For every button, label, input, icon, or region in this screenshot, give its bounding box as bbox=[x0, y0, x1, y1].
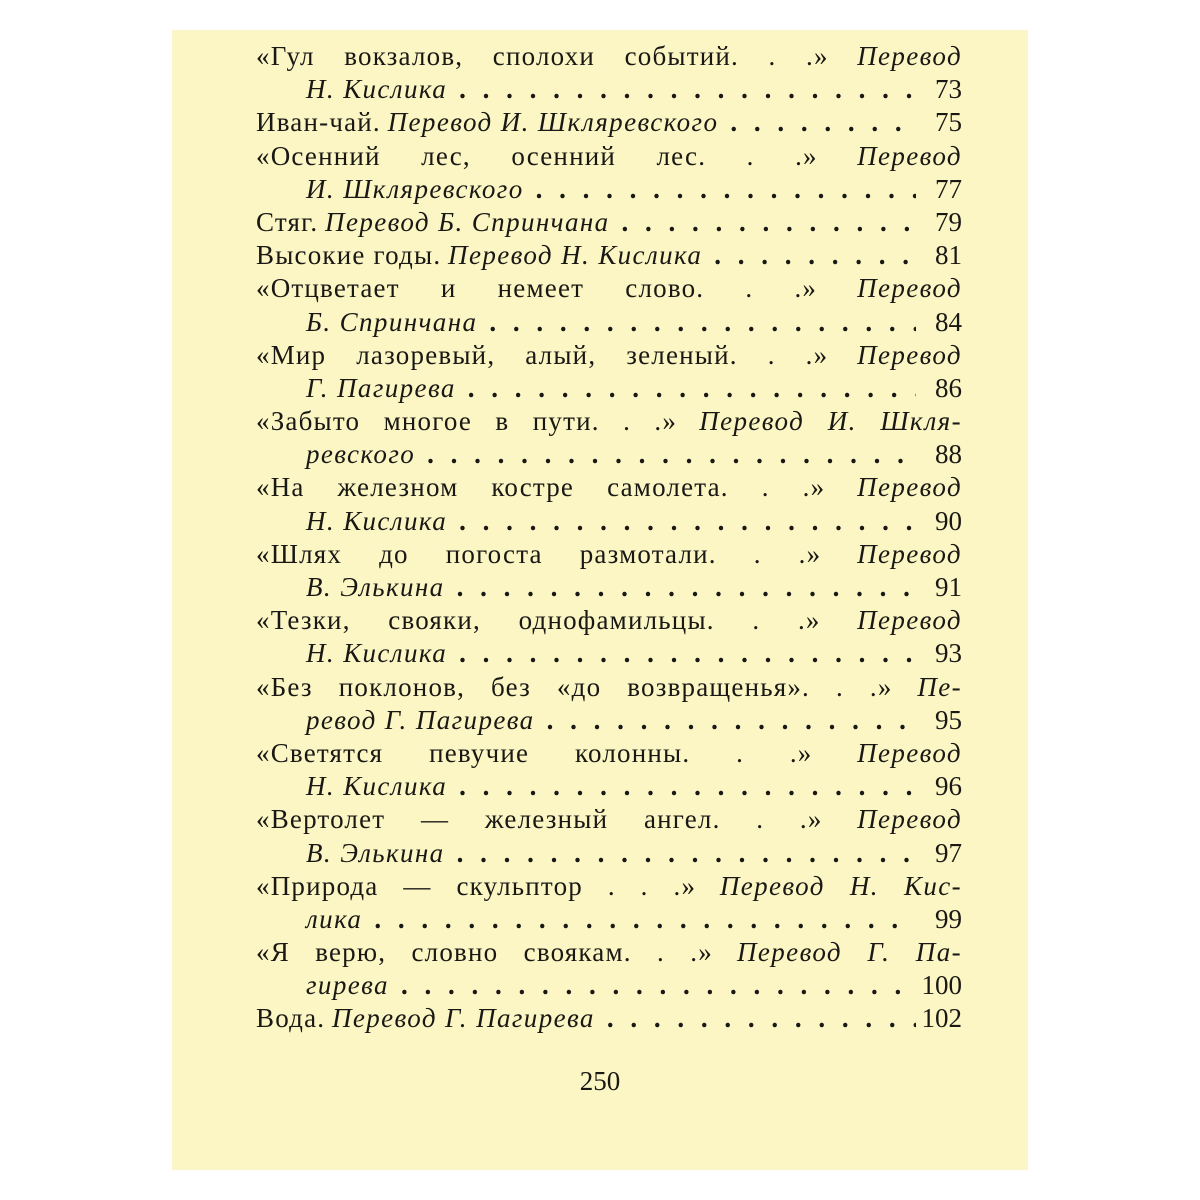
toc-entry-translator: Перевод Г. Па- bbox=[737, 937, 962, 968]
toc-entry-title: «Забыто многое в пути. . .» bbox=[256, 406, 678, 437]
toc-entry-continuation bbox=[256, 505, 962, 538]
toc-entry-page: 79 bbox=[935, 206, 962, 237]
toc-entry bbox=[256, 737, 962, 770]
toc-entry-translator: Перевод bbox=[857, 737, 962, 768]
toc-entry bbox=[256, 604, 962, 637]
toc-entry-page: 75 bbox=[935, 107, 962, 138]
toc-entry-continuation bbox=[256, 73, 962, 106]
toc-entry-translator: Пе- bbox=[917, 671, 963, 702]
toc-entry-title: «Шлях до погоста размотали. . .» bbox=[256, 538, 822, 569]
toc-entry bbox=[256, 272, 962, 305]
toc-entry-translator-cont: В. Элькина bbox=[306, 572, 445, 602]
toc-entry-continuation bbox=[256, 438, 962, 471]
toc-entry bbox=[256, 538, 962, 571]
toc-entry-heading bbox=[256, 272, 962, 305]
toc-entry-heading bbox=[256, 671, 962, 704]
toc-entry-heading bbox=[256, 737, 962, 770]
toc-entry-continuation bbox=[256, 173, 962, 206]
toc-entry-translator-cont: гирева bbox=[306, 970, 389, 1001]
toc-entry-title: «Природа — скульптор . . .» bbox=[256, 870, 697, 901]
toc-entry bbox=[256, 803, 962, 836]
toc-entry-translator: Перевод bbox=[857, 804, 963, 835]
toc-entry-continuation bbox=[256, 837, 962, 870]
toc-entry-translator: Перевод bbox=[857, 605, 962, 636]
toc-entry bbox=[256, 40, 962, 73]
toc-entry-title: «Вертолет — железный ангел. . .» bbox=[256, 804, 823, 835]
toc-entry bbox=[256, 405, 962, 438]
dot-leader bbox=[459, 505, 916, 538]
toc-entry-heading bbox=[256, 803, 962, 836]
toc-entry-page: 102 bbox=[921, 1003, 962, 1034]
toc-entry-title: Иван-чай. bbox=[256, 107, 381, 138]
toc-entry-title: «Светятся певучие колонны. . .» bbox=[256, 737, 813, 768]
toc-entry-page: 97 bbox=[935, 837, 962, 868]
toc-entry-continuation bbox=[256, 770, 962, 803]
toc-entry-translator: Перевод Н. Кис- bbox=[719, 870, 962, 901]
toc-entry-title: «Тезки, свояки, однофамильцы. . .» bbox=[256, 605, 821, 636]
toc-entry-translator: Перевод bbox=[857, 339, 962, 370]
toc-entry-translator: Перевод bbox=[857, 273, 962, 304]
toc-entry-page: 99 bbox=[935, 903, 962, 934]
toc-entry-heading bbox=[256, 471, 962, 504]
toc-entry-page: 95 bbox=[935, 704, 962, 735]
toc-entry bbox=[256, 239, 962, 272]
toc-entry-title: «Гул вокзалов, сполохи событий. . .» bbox=[256, 41, 829, 71]
dot-leader bbox=[622, 206, 916, 239]
toc-entry-continuation bbox=[256, 903, 962, 936]
toc-entry-continuation bbox=[256, 969, 962, 1002]
toc-entry-translator-cont: И. Шкляревского bbox=[306, 173, 524, 204]
dot-leader bbox=[607, 1002, 916, 1035]
toc-entry-heading bbox=[256, 604, 962, 637]
toc-entry bbox=[256, 936, 962, 969]
toc-entry-translator-cont: Б. Спринчана bbox=[306, 306, 478, 337]
toc-entry-heading bbox=[256, 140, 962, 173]
toc-entry-translator-cont: В. Элькина bbox=[306, 837, 445, 868]
book-page bbox=[172, 30, 1028, 1170]
dot-leader bbox=[459, 770, 916, 803]
toc-entry-title: «Без поклонов, без «до возвращенья». . .» bbox=[256, 671, 893, 702]
toc-entry-translator: Перевод bbox=[857, 538, 962, 569]
toc-entry-title: Вода. bbox=[256, 1003, 326, 1034]
toc-entry-translator: Перевод Г. Пагирева bbox=[331, 1003, 595, 1034]
dot-leader bbox=[459, 73, 916, 106]
toc-entry bbox=[256, 140, 962, 173]
toc-entry-title: Стяг. bbox=[256, 206, 319, 237]
toc-entry-page: 73 bbox=[935, 74, 962, 105]
toc-entry-heading bbox=[256, 339, 962, 372]
dot-leader bbox=[714, 239, 916, 272]
toc-entry-page: 93 bbox=[935, 638, 962, 669]
toc-entry-heading bbox=[256, 40, 962, 73]
toc-entry bbox=[256, 671, 962, 704]
dot-leader bbox=[489, 306, 916, 339]
toc-entry-page: 91 bbox=[935, 572, 962, 602]
toc-entry-translator-cont: Н. Кислика bbox=[306, 771, 448, 802]
toc-entry-title: «Я верю, словно своякам. . .» bbox=[256, 937, 713, 968]
toc-entry-translator: Перевод bbox=[857, 472, 963, 503]
dot-leader bbox=[468, 372, 916, 405]
toc-entry-page: 100 bbox=[921, 970, 962, 1001]
toc-entry-translator: Перевод bbox=[857, 140, 962, 171]
toc-entry-title: «На железном костре самолета. . .» bbox=[256, 472, 826, 503]
toc-entry-heading bbox=[256, 870, 962, 903]
toc-entry-title: «Отцветает и немеет слово. . .» bbox=[256, 273, 818, 304]
toc-entry bbox=[256, 339, 962, 372]
dot-leader bbox=[374, 903, 916, 936]
toc-entry bbox=[256, 870, 962, 903]
toc-entry-continuation bbox=[256, 306, 962, 339]
table-of-contents bbox=[256, 40, 962, 1036]
toc-entry-page: 84 bbox=[935, 306, 962, 337]
dot-leader bbox=[536, 173, 916, 206]
toc-entry bbox=[256, 1002, 962, 1035]
toc-entry-translator-cont: ревод Г. Пагирева bbox=[306, 704, 535, 735]
toc-entry-title: «Мир лазоревый, алый, зеленый. . .» bbox=[256, 339, 829, 370]
dot-leader bbox=[457, 837, 916, 870]
dot-leader bbox=[427, 438, 916, 471]
toc-entry-page: 96 bbox=[935, 771, 962, 802]
toc-entry-title: «Осенний лес, осенний лес. . .» bbox=[256, 140, 818, 171]
toc-entry-translator-cont: Г. Пагирева bbox=[306, 372, 456, 403]
dot-leader bbox=[401, 969, 916, 1002]
toc-entry-translator-cont: Н. Кислика bbox=[306, 505, 448, 536]
dot-leader bbox=[730, 106, 916, 139]
toc-entry-translator-cont: ревского bbox=[306, 439, 416, 470]
toc-entry-page: 90 bbox=[935, 505, 962, 536]
toc-entry-page: 86 bbox=[935, 372, 962, 403]
toc-entry-translator-cont: лика bbox=[306, 903, 363, 934]
toc-entry-translator: Перевод bbox=[857, 41, 963, 71]
toc-entry bbox=[256, 206, 962, 239]
dot-leader bbox=[459, 637, 916, 670]
toc-entry-translator: Перевод Б. Спринчана bbox=[325, 206, 610, 237]
toc-entry-page: 81 bbox=[935, 240, 962, 271]
toc-entry-heading bbox=[256, 405, 962, 438]
dot-leader bbox=[547, 704, 916, 737]
toc-entry-page: 77 bbox=[935, 173, 962, 204]
dot-leader bbox=[457, 571, 916, 604]
toc-entry-translator: Перевод Н. Кислика bbox=[448, 240, 703, 271]
toc-entry-translator-cont: Н. Кислика bbox=[306, 638, 448, 669]
toc-entry-continuation bbox=[256, 372, 962, 405]
toc-entry-translator-cont: Н. Кислика bbox=[306, 74, 448, 105]
toc-entry bbox=[256, 106, 962, 139]
toc-entry-continuation bbox=[256, 571, 962, 604]
toc-entry-continuation bbox=[256, 704, 962, 737]
toc-entry-heading bbox=[256, 936, 962, 969]
toc-entry-title: Высокие годы. bbox=[256, 240, 442, 271]
toc-entry-translator: Перевод И. Шкляревского bbox=[387, 107, 719, 138]
toc-entry bbox=[256, 471, 962, 504]
toc-entry-translator: Перевод И. Шкля- bbox=[699, 406, 962, 437]
toc-entry-page: 88 bbox=[935, 439, 962, 470]
toc-entry-continuation bbox=[256, 637, 962, 670]
page-number-folio: 250 bbox=[579, 1066, 621, 1096]
toc-entry-heading bbox=[256, 538, 962, 571]
